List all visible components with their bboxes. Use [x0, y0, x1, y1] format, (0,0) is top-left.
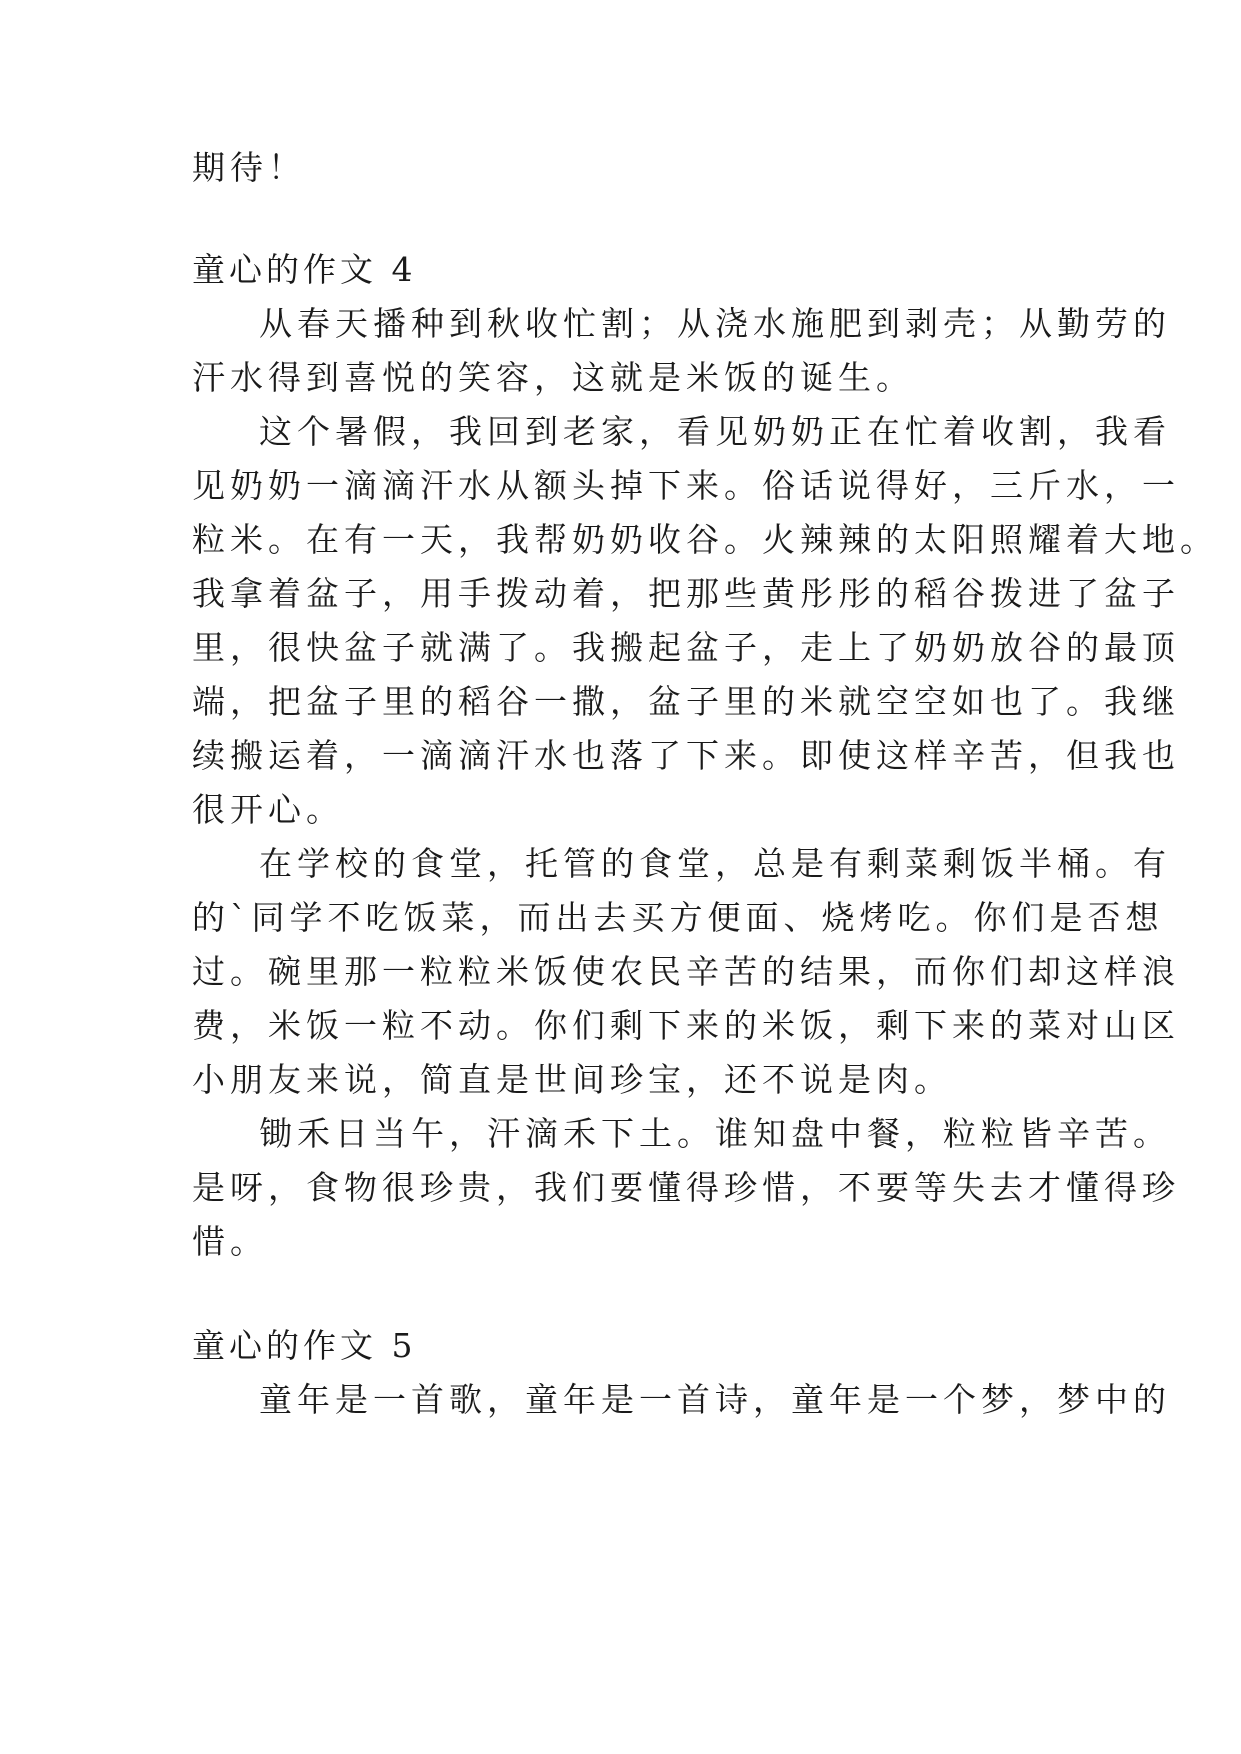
paragraph-line: 小朋友来说，简直是世间珍宝，还不说是肉。 — [192, 1060, 952, 1099]
paragraph-line: 粒米。在有一天，我帮奶奶收谷。火辣辣的太阳照耀着大地。 — [192, 520, 1218, 559]
paragraph-line: 续搬运着，一滴滴汗水也落了下来。即使这样辛苦，但我也 — [192, 736, 1180, 775]
paragraph-line: 锄禾日当午，汗滴禾下土。谁知盘中餐，粒粒皆辛苦。 — [259, 1114, 1171, 1153]
paragraph-line: 从春天播种到秋收忙割；从浇水施肥到剥壳；从勤劳的 — [259, 304, 1171, 343]
section-heading-5: 童心的作文 5 — [192, 1326, 417, 1365]
section-heading-4: 童心的作文 4 — [192, 250, 417, 289]
paragraph-line: 汗水得到喜悦的笑容，这就是米饭的诞生。 — [192, 358, 914, 397]
paragraph-line: 是呀，食物很珍贵，我们要懂得珍惜，不要等失去才懂得珍 — [192, 1168, 1180, 1207]
paragraph-line: 里，很快盆子就满了。我搬起盆子，走上了奶奶放谷的最顶 — [192, 628, 1180, 667]
paragraph-line: 在学校的食堂，托管的食堂，总是有剩菜剩饭半桶。有 — [259, 844, 1171, 883]
paragraph-line: 见奶奶一滴滴汗水从额头掉下来。俗话说得好，三斤水，一 — [192, 466, 1180, 505]
paragraph-line: 过。碗里那一粒粒米饭使农民辛苦的结果，而你们却这样浪 — [192, 952, 1180, 991]
paragraph-line: 我拿着盆子，用手拨动着，把那些黄彤彤的稻谷拨进了盆子 — [192, 574, 1180, 613]
paragraph-line: 端，把盆子里的稻谷一撒，盆子里的米就空空如也了。我继 — [192, 682, 1180, 721]
paragraph-line: 很开心。 — [192, 790, 344, 829]
paragraph-line: 的`同学不吃饭菜，而出去买方便面、烧烤吃。你们是否想 — [192, 898, 1164, 937]
text-line: 期待！ — [192, 148, 306, 187]
paragraph-line: 童年是一首歌，童年是一首诗，童年是一个梦，梦中的 — [259, 1380, 1171, 1419]
paragraph-line: 惜。 — [192, 1222, 268, 1261]
paragraph-line: 费，米饭一粒不动。你们剩下来的米饭，剩下来的菜对山区 — [192, 1006, 1180, 1045]
paragraph-line: 这个暑假，我回到老家，看见奶奶正在忙着收割，我看 — [259, 412, 1171, 451]
